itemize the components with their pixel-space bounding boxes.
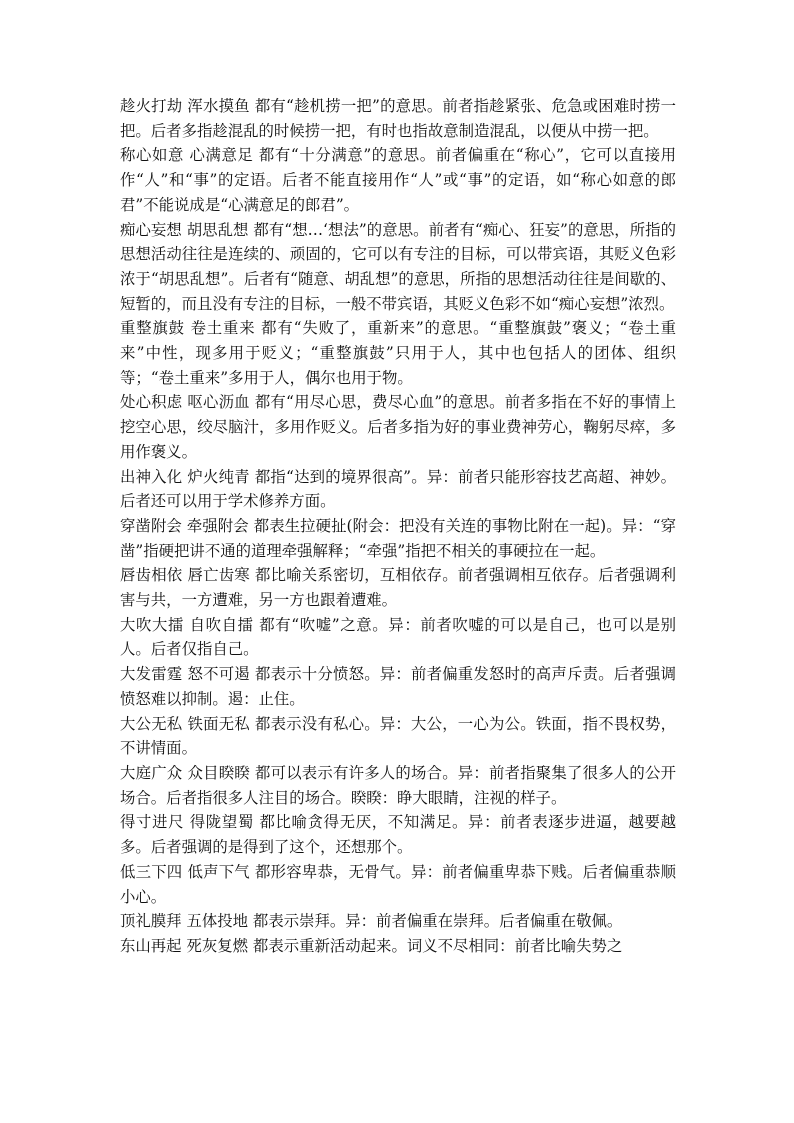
entry-terms: 低三下四 低声下气 (120, 862, 250, 881)
entry-body: 都表示崇拜。异：前者偏重在崇拜。后者偏重在敬佩。 (248, 912, 623, 931)
entry-terms: 唇齿相依 唇亡齿寒 (120, 566, 250, 585)
document-body (120, 94, 676, 959)
entry-paragraph (120, 143, 676, 217)
entry-paragraph (120, 810, 676, 859)
entry-body: 都有“想…‘想法”的意思。前者有“痴心、狂妄”的意思，所指的思想活动往往是连续的、顽固的，它可以有专注的目标，可以带宾语，其贬义色彩浓于“胡思乱想”。后者有“随意、胡乱想”的意思，所指的思想活动往往是间歇的、短暂的，而且没有专注的目标，一般不带宾语，其贬义色彩不如“痴心妄想”浓烈。 (120, 220, 676, 313)
entry-body: 都表示重新活动起来。词义不尽相同：前者比喻失势之 (248, 936, 623, 955)
entry-terms: 穿凿附会 牵强附会 (120, 516, 249, 535)
entry-terms: 东山再起 死灰复燃 (120, 936, 249, 955)
entry-paragraph (120, 465, 676, 514)
entry-terms: 出神入化 炉火纯青 (120, 467, 250, 486)
entry-body: 都指“达到的境界很高”。异：前者只能形容技艺高超、神妙。后者还可以用于学术修养方面。 (120, 467, 676, 511)
entry-terms: 大庭广众 众目睽睽 (120, 763, 250, 782)
entry-terms: 大吹大擂 自吹自擂 (120, 615, 254, 634)
entry-body: 都可以表示有许多人的场合。异：前者指聚集了很多人的公开场合。后者指很多人注目的场合。睽睽：睁大眼睛，注视的样子。 (120, 763, 676, 807)
entry-paragraph (120, 761, 676, 810)
entry-body: 都有“用尽心思，费尽心血”的意思。前者多指在不好的事情上挖空心思，绞尽脑汁，多用作贬义。后者多指为好的事业费神劳心，鞠躬尽瘁，多用作褒义。 (120, 393, 676, 461)
entry-paragraph (120, 563, 676, 612)
entry-paragraph (120, 613, 676, 662)
entry-paragraph (120, 712, 676, 761)
entry-body: 都比喻关系密切，互相依存。前者强调相互依存。后者强调利害与共，一方遭难，另一方也跟着遭难。 (120, 566, 676, 610)
entry-body: 都有“十分满意”的意思。前者偏重在“称心”，它可以直接用作“人”和“事”的定语。后者不能直接用作“人”或“事”的定语，如“称心如意的郎君”不能说成是“心满意足的郎君”。 (120, 146, 676, 214)
entry-paragraph (120, 390, 676, 464)
entry-terms: 得寸进尺 得陇望蜀 (120, 813, 254, 832)
entry-body: 都有“趁机捞一把”的意思。前者指趁紧张、危急或困难时捞一把。后者多指趁混乱的时候捞一把，有时也指故意制造混乱，以便从中捞一把。 (120, 97, 676, 140)
entry-paragraph (120, 94, 676, 143)
entry-body: 都表示十分愤怒。异：前者偏重发怒时的高声斥责。后者强调愤怒难以抑制。遏：止住。 (120, 665, 676, 708)
entry-terms: 大发雷霆 怒不可遏 (120, 665, 250, 684)
entry-body: 都表示没有私心。异：大公，一心为公。铁面，指不畏权势，不讲情面。 (120, 714, 676, 758)
entry-terms: 称心如意 心满意足 (120, 146, 254, 165)
entry-terms: 重整旗鼓 卷土重来 (120, 319, 256, 338)
entry-body: 都表生拉硬扯(附会：把没有关连的事物比附在一起)。异：“穿凿”指硬把讲不通的道理牵强解释；“牵强”指把不相关的事硬拉在一起。 (120, 516, 676, 560)
entry-terms: 顶礼膜拜 五体投地 (120, 912, 249, 931)
entry-paragraph (120, 514, 676, 563)
entry-terms: 趁火打劫 浑水摸鱼 (120, 97, 250, 115)
entry-body: 都比喻贪得无厌，不知满足。异：前者表逐步进逼，越要越多。后者强调的是得到了这个，还想那个。 (120, 813, 676, 857)
entry-terms: 大公无私 铁面无私 (120, 714, 250, 733)
entry-terms: 处心积虑 呕心沥血 (120, 393, 250, 412)
entry-body: 都有“失败了，重新来”的意思。“重整旗鼓”褒义；“卷土重来”中性，现多用于贬义；“重整旗鼓”只用于人，其中也包括人的团体、组织等；“卷土重来”多用于人，偶尔也用于物。 (120, 319, 676, 387)
entry-terms: 痴心妄想 胡思乱想 (120, 220, 249, 239)
entry-paragraph (120, 860, 676, 909)
entry-paragraph (120, 218, 676, 317)
entry-body: 都形容卑恭，无骨气。异：前者偏重卑恭下贱。后者偏重恭顺小心。 (120, 862, 676, 906)
entry-paragraph (120, 316, 676, 390)
entry-paragraph (120, 662, 676, 711)
entry-body: 都有“吹嘘”之意。异：前者吹嘘的可以是自己，也可以是别人。后者仅指自己。 (120, 615, 676, 659)
entry-paragraph (120, 909, 676, 934)
entry-paragraph (120, 934, 676, 959)
